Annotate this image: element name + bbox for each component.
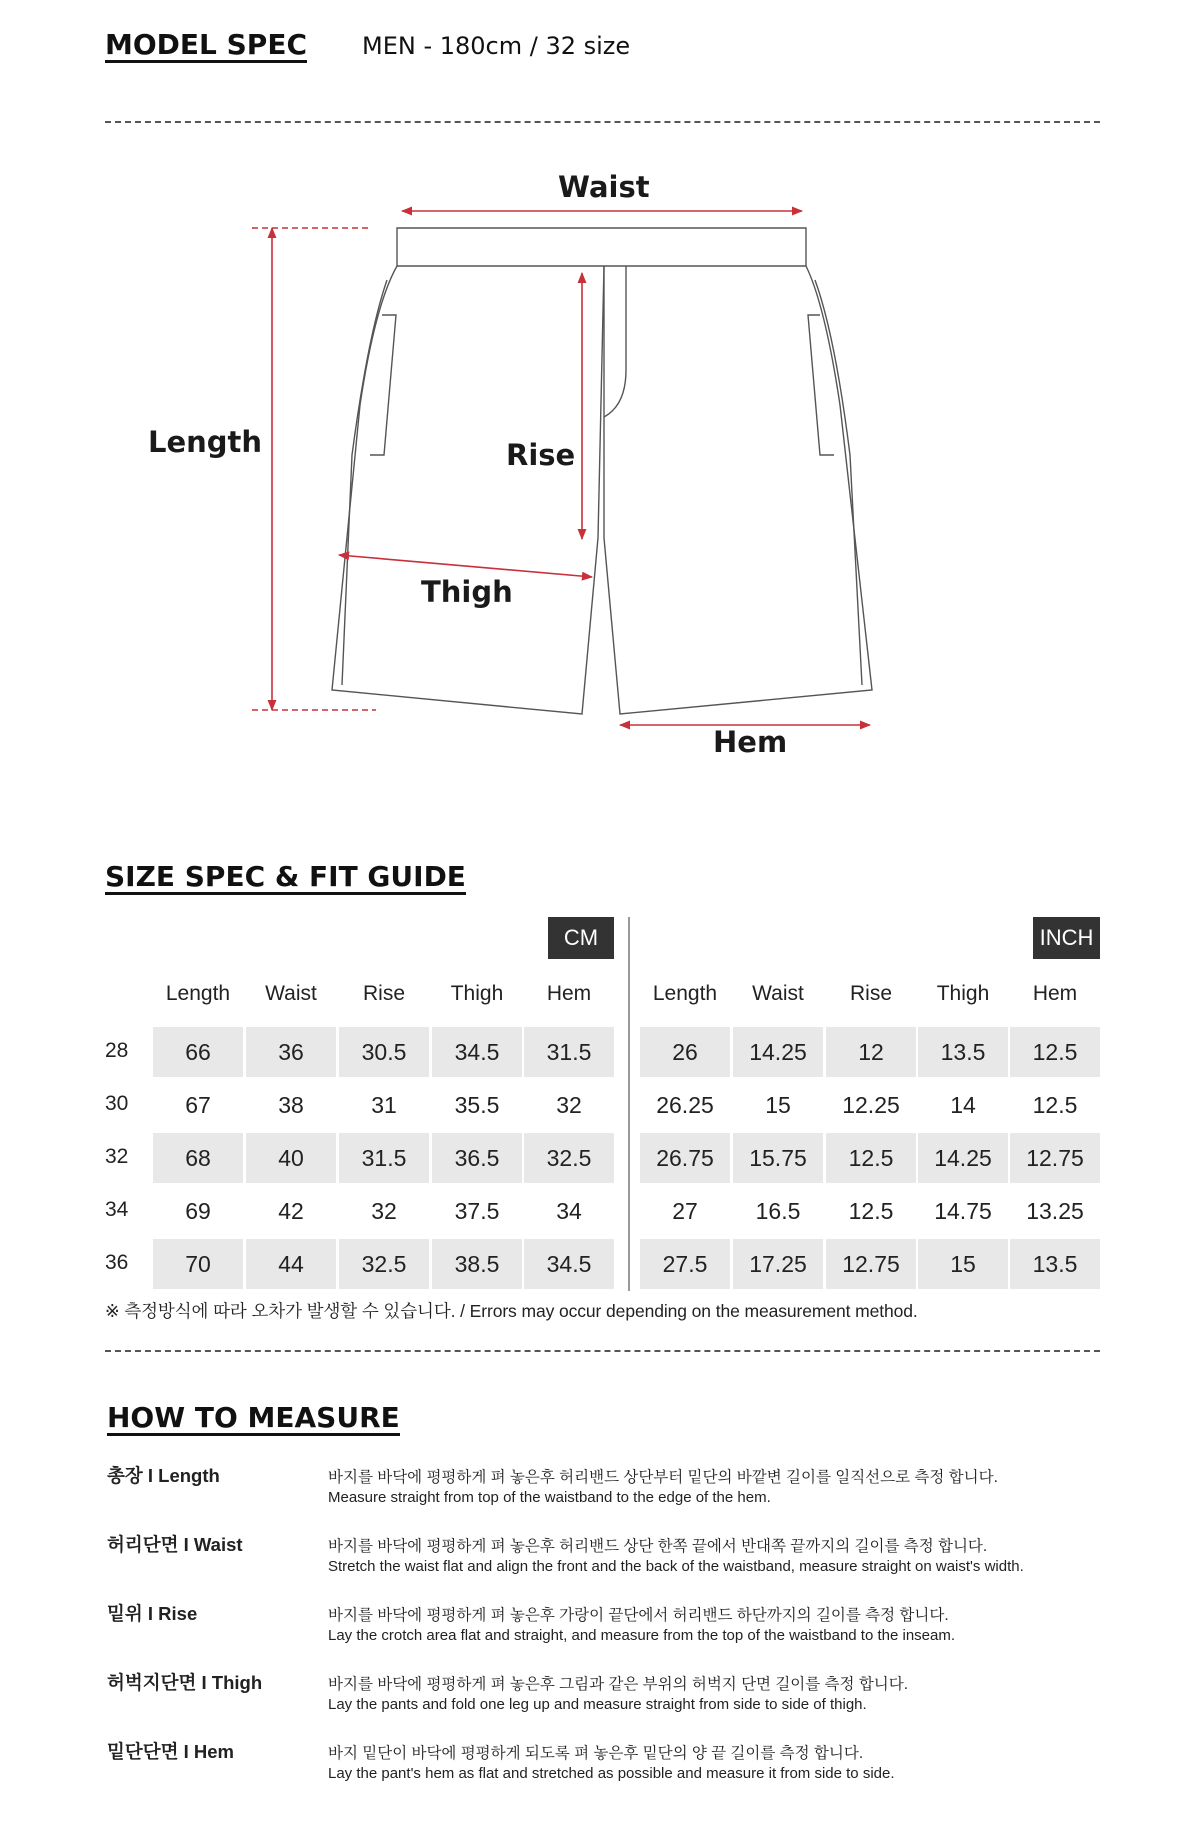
label-length: Length	[148, 425, 263, 459]
measure-desc-ko-hem: 바지 밑단이 바닥에 평평하게 되도록 펴 놓은후 밑단의 양 끝 길이를 측정 합니다.	[328, 1745, 864, 1762]
cell-cm-hem: 34.5	[524, 1239, 614, 1289]
cell-cm-rise: 32	[371, 1197, 397, 1224]
measurement-note: ※ 측정방식에 따라 오차가 발생할 수 있습니다. / Errors may occur depending on the measurement method.	[105, 1301, 918, 1321]
label-hem: Hem	[713, 725, 788, 759]
shorts-outline	[332, 228, 872, 714]
cell-cm-thigh: 35.5	[454, 1091, 500, 1118]
measure-desc-ko-thigh: 바지를 바닥에 평평하게 펴 놓은후 그림과 같은 부위의 허벅지 단면 길이를 측정 합니다.	[328, 1676, 909, 1693]
measure-desc-en-hem: Lay the pant's hem as flat and stretched as possible and measure it from side to side.	[328, 1765, 895, 1782]
measure-desc-en-length: Measure straight from top of the waistband to the edge of the hem.	[328, 1489, 771, 1506]
cell-inch-length: 26.75	[640, 1133, 730, 1183]
cell-cm-length: 67	[185, 1091, 211, 1118]
size-spec-title: SIZE SPEC & FIT GUIDE	[105, 862, 466, 895]
shorts-measurement-diagram	[0, 155, 1200, 795]
cm-col-thigh: Thigh	[450, 982, 504, 1005]
cell-inch-length: 27.5	[640, 1239, 730, 1289]
cell-inch-rise: 12.5	[826, 1133, 916, 1183]
cell-inch-length: 27	[672, 1197, 698, 1224]
measure-label-hem: 밑단단면 I Hem	[107, 1741, 235, 1762]
inch-col-waist: Waist	[752, 982, 804, 1005]
size-label: 32	[105, 1145, 129, 1168]
cell-inch-hem: 13.25	[1026, 1197, 1084, 1224]
inch-col-rise: Rise	[849, 982, 892, 1005]
cell-cm-hem: 31.5	[524, 1027, 614, 1077]
cell-cm-hem: 34	[556, 1197, 582, 1224]
cell-inch-rise: 12.25	[842, 1091, 900, 1118]
cell-cm-rise: 31.5	[339, 1133, 429, 1183]
cell-inch-hem: 13.5	[1010, 1239, 1100, 1289]
model-spec-title: MODEL SPEC	[105, 30, 307, 63]
cell-inch-rise: 12.75	[826, 1239, 916, 1289]
model-spec-header	[105, 30, 630, 63]
inch-col-thigh: Thigh	[936, 982, 990, 1005]
measure-desc-en-waist: Stretch the waist flat and align the front and the back of the waistband, measure straight on waist's width.	[328, 1558, 1024, 1575]
model-spec-info: MEN - 180cm / 32 size	[362, 32, 631, 60]
cell-cm-length: 68	[153, 1133, 243, 1183]
inch-col-length: Length	[652, 982, 718, 1005]
measure-label-thigh: 허벅지단면 I Thigh	[107, 1672, 263, 1693]
size-label: 28	[105, 1039, 129, 1062]
label-rise: Rise	[506, 438, 576, 472]
measure-desc-ko-rise: 바지를 바닥에 평평하게 펴 놓은후 가랑이 끝단에서 허리밴드 하단까지의 길이를 측정 합니다.	[328, 1607, 949, 1624]
cell-cm-waist: 36	[246, 1027, 336, 1077]
size-label: 30	[105, 1092, 129, 1115]
measure-label-waist: 허리단면 I Waist	[107, 1534, 243, 1555]
dashed-divider-top	[105, 121, 1100, 123]
cell-inch-hem: 12.5	[1010, 1027, 1100, 1077]
cell-cm-thigh: 38.5	[432, 1239, 522, 1289]
cell-inch-rise: 12.5	[848, 1197, 894, 1224]
measure-label-rise: 밑위 I Rise	[107, 1603, 198, 1624]
cell-inch-waist: 15	[765, 1091, 791, 1118]
measure-desc-ko-waist: 바지를 바닥에 평평하게 펴 놓은후 허리밴드 상단 한쪽 끝에서 반대쪽 끝까지의 길이를 측정 합니다.	[328, 1538, 988, 1555]
dashed-divider-middle	[105, 1350, 1100, 1352]
shorts-illustration	[0, 155, 1200, 795]
cell-inch-thigh: 14.75	[934, 1197, 992, 1224]
how-to-measure-title: HOW TO MEASURE	[107, 1403, 400, 1436]
cell-cm-length: 70	[153, 1239, 243, 1289]
cell-inch-thigh: 13.5	[918, 1027, 1008, 1077]
unit-badge-inch: INCH	[1033, 917, 1100, 959]
label-thigh: Thigh	[421, 575, 513, 609]
cell-cm-length: 69	[185, 1197, 211, 1224]
cell-inch-thigh: 15	[918, 1239, 1008, 1289]
cm-col-waist: Waist	[265, 982, 317, 1005]
cell-inch-waist: 15.75	[733, 1133, 823, 1183]
measure-label-length: 총장 I Length	[107, 1465, 220, 1486]
cm-col-length: Length	[165, 982, 231, 1005]
measure-desc-en-thigh: Lay the pants and fold one leg up and measure straight from side to side of thigh.	[328, 1696, 867, 1713]
cm-col-rise: Rise	[362, 982, 405, 1005]
cell-inch-thigh: 14	[950, 1091, 976, 1118]
cell-inch-rise: 12	[826, 1027, 916, 1077]
cell-cm-rise: 31	[371, 1091, 397, 1118]
cell-cm-thigh: 34.5	[432, 1027, 522, 1077]
cell-inch-waist: 14.25	[733, 1027, 823, 1077]
cell-cm-thigh: 36.5	[432, 1133, 522, 1183]
cm-col-hem: Hem	[546, 982, 592, 1005]
cell-cm-hem: 32.5	[524, 1133, 614, 1183]
cell-inch-thigh: 14.25	[918, 1133, 1008, 1183]
cell-cm-waist: 40	[246, 1133, 336, 1183]
cell-cm-waist: 42	[278, 1197, 304, 1224]
measure-desc-ko-length: 바지를 바닥에 평평하게 펴 놓은후 허리밴드 상단부터 밑단의 바깥변 길이를 일직선으로 측정 합니다.	[328, 1469, 998, 1486]
cell-inch-length: 26.25	[656, 1091, 714, 1118]
cell-inch-length: 26	[640, 1027, 730, 1077]
cell-cm-waist: 38	[278, 1091, 304, 1118]
cell-cm-length: 66	[153, 1027, 243, 1077]
cell-inch-waist: 16.5	[755, 1197, 801, 1224]
label-waist: Waist	[558, 170, 650, 204]
measure-desc-en-rise: Lay the crotch area flat and straight, and measure from the top of the waistband to the inseam.	[328, 1627, 956, 1644]
cell-inch-waist: 17.25	[733, 1239, 823, 1289]
unit-separator	[628, 917, 630, 1291]
cell-cm-rise: 32.5	[339, 1239, 429, 1289]
cell-cm-thigh: 37.5	[454, 1197, 500, 1224]
cell-cm-waist: 44	[246, 1239, 336, 1289]
cell-inch-hem: 12.75	[1010, 1133, 1100, 1183]
inch-col-hem: Hem	[1032, 982, 1078, 1005]
unit-badge-cm: CM	[548, 917, 614, 959]
cell-inch-hem: 12.5	[1032, 1091, 1078, 1118]
size-label: 36	[105, 1251, 129, 1274]
cell-cm-hem: 32	[556, 1091, 582, 1118]
size-label: 34	[105, 1198, 129, 1221]
cell-cm-rise: 30.5	[339, 1027, 429, 1077]
